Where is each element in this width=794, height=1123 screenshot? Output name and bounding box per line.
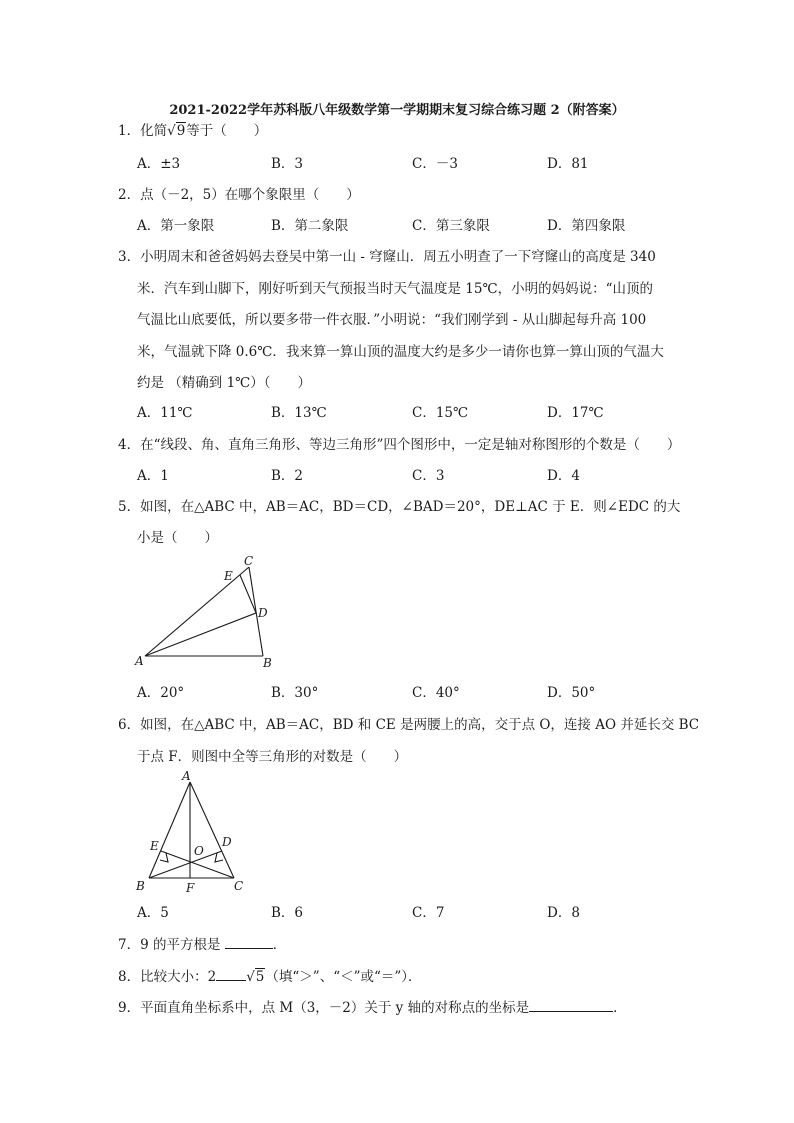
question-text-end: ．	[272, 937, 287, 953]
label-c: C	[244, 555, 254, 568]
segment-ab	[149, 782, 190, 878]
question-5	[118, 497, 680, 517]
question-text: 在“线段、角、直角三角形、等边三角形”四个图形中，一定是轴对称图形的个数是（ ）	[140, 437, 681, 453]
segment-ac	[145, 567, 249, 656]
radicand: 5	[255, 969, 265, 985]
question-number: 5．	[118, 499, 141, 515]
right-angle-mark-d	[215, 853, 223, 862]
square-root: √9	[167, 123, 186, 139]
triangle-figure-q5	[130, 555, 290, 675]
question-4-options	[137, 466, 697, 486]
question-number: 6．	[118, 717, 141, 733]
question-1	[118, 121, 267, 141]
option-c: C．第三象限	[412, 218, 490, 234]
label-a: A	[182, 770, 191, 783]
label-e: E	[224, 569, 233, 583]
question-number: 3．	[118, 249, 141, 265]
question-number: 2．	[118, 187, 141, 203]
question-text-end: （填“＞”、“＜”或“＝”）．	[265, 969, 422, 985]
option-c: C．3	[412, 468, 445, 484]
question-text: 比较大小：2	[140, 969, 217, 985]
question-3-line-5: 约是 （精确到 1℃）（ ）	[137, 375, 312, 391]
option-b: B．第二象限	[271, 218, 349, 234]
question-number: 1．	[118, 123, 141, 139]
question-number: 4．	[118, 437, 141, 453]
question-number: 8．	[118, 969, 141, 985]
question-text-line-1: 小明周末和爸爸妈妈去登吴中第一山 - 穹窿山．周五小明查了一下穹窿山的高度是 340	[140, 249, 656, 265]
question-5-line-2: 小是（ ）	[137, 530, 218, 546]
question-4	[118, 435, 680, 455]
right-angle-mark-e	[160, 853, 168, 862]
question-number: 7．	[118, 937, 141, 953]
segment-bd	[149, 851, 222, 878]
question-3	[118, 247, 656, 267]
question-text: 9 的平方根是	[140, 937, 225, 953]
answer-blank[interactable]	[216, 966, 246, 981]
question-3-line-2: 米．汽车到山脚下，刚好听到天气预报当时天气温度是 15℃，小明的妈妈说：“山顶的	[137, 281, 653, 297]
option-b: B．3	[271, 156, 304, 172]
question-6-line-2: 于点 F．则图中全等三角形的对数是（ ）	[137, 749, 408, 765]
label-f: F	[186, 881, 195, 895]
question-6-options	[137, 903, 697, 923]
question-3-options	[137, 403, 697, 423]
question-text-end: 等于（ ）	[186, 123, 268, 139]
question-text: 化简	[140, 123, 168, 139]
option-d: D．17℃	[547, 405, 604, 421]
option-a: A．第一象限	[137, 218, 215, 234]
option-c: C．－3	[412, 156, 458, 172]
option-a: A．20°	[137, 685, 185, 701]
option-d: D．8	[547, 905, 580, 921]
label-d: D	[258, 606, 268, 620]
option-a: A．11℃	[137, 405, 193, 421]
label-b: B	[263, 656, 272, 670]
label-a: A	[135, 654, 144, 668]
question-3-line-4: 米，气温就下降 0.6℃．我来算一算山顶的温度大约是多少一请你也算一算山顶的气温大	[137, 344, 664, 360]
question-2	[118, 185, 360, 205]
label-e: E	[150, 839, 159, 853]
option-a: A．1	[137, 468, 169, 484]
square-root: √5	[246, 969, 265, 985]
question-7	[118, 934, 286, 955]
option-c: C．7	[412, 905, 445, 921]
question-2-options	[137, 216, 697, 236]
question-5-options	[137, 683, 697, 703]
answer-blank[interactable]	[225, 934, 273, 949]
option-a: A．±3	[137, 156, 181, 172]
option-b: B．2	[271, 468, 304, 484]
question-text: 点（－2，5）在哪个象限里（ ）	[140, 187, 360, 203]
option-d: D．81	[547, 156, 589, 172]
page-title: 2021-2022学年苏科版八年级数学第一学期期末复习综合练习题 2（附答案）	[169, 103, 625, 118]
question-text-end: ．	[613, 1000, 627, 1016]
question-text: 平面直角坐标系中，点 M（3，－2）关于 y 轴的对称点的坐标是	[140, 1000, 530, 1016]
question-9	[118, 997, 627, 1018]
option-d: D．50°	[547, 685, 596, 701]
option-d: D．第四象限	[547, 218, 626, 234]
option-a: A．5	[137, 905, 169, 921]
label-c: C	[234, 879, 244, 893]
triangle-figure-q6	[130, 770, 260, 898]
label-d: D	[222, 835, 232, 849]
question-6	[118, 715, 699, 735]
question-3-line-3: 气温比山底要低，所以要多带一件衣服．”小明说：“我们刚学到 - 从山脚起每升高 100	[137, 312, 647, 328]
option-b: B．6	[271, 905, 304, 921]
option-b: B．13℃	[271, 405, 327, 421]
radicand: 9	[176, 123, 186, 139]
question-1-options	[137, 154, 697, 174]
question-text-line-1: 如图，在△ABC 中，AB＝AC，BD 和 CE 是两腰上的高，交于点 O，连接 AO 并延长交 BC	[140, 717, 700, 733]
label-b: B	[136, 879, 145, 893]
option-c: C．40°	[412, 685, 460, 701]
option-b: B．30°	[271, 685, 319, 701]
question-number: 9．	[118, 1000, 141, 1016]
answer-blank[interactable]	[529, 997, 613, 1012]
option-d: D．4	[547, 468, 580, 484]
question-text-line-1: 如图，在△ABC 中，AB＝AC，BD＝CD，∠BAD＝20°，DE⊥AC 于 E．则∠EDC 的大	[140, 499, 681, 515]
question-8	[118, 966, 422, 987]
segment-ad	[145, 613, 256, 656]
label-o: O	[194, 844, 204, 858]
option-c: C．15℃	[412, 405, 469, 421]
